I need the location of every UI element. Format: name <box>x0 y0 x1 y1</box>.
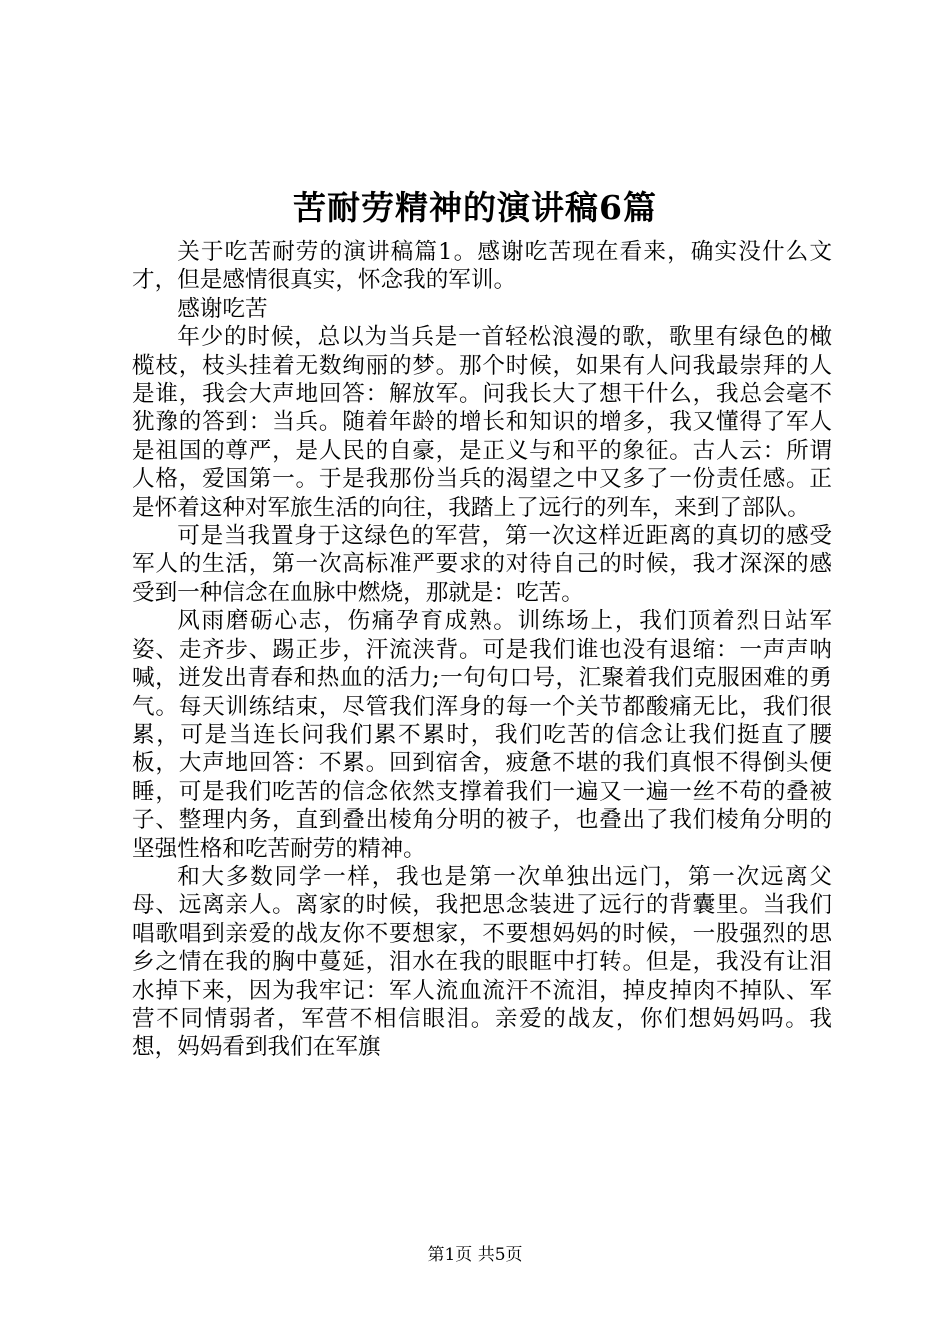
paragraph: 和大多数同学一样，我也是第一次单独出远门，第一次远离父母、远离亲人。离家的时候，我把思念装进了远行的背囊里。当我们唱歌唱到亲爱的战友你不要想家，不要想妈妈的时候，一股强烈的思乡之情在我的胸中蔓延，泪水在我的眼眶中打转。但是，我没有让泪水掉下来，因为我牢记：军人流血流汗不流泪，掉皮掉肉不掉队、军营不同情弱者，军营不相信眼泪。亲爱的战友，你们想妈妈吗。我想，妈妈看到我们在军旗 <box>132 863 832 1061</box>
paragraph: 风雨磨砺心志，伤痛孕育成熟。训练场上，我们顶着烈日站军姿、走齐步、踢正步，汗流浃背。可是我们谁也没有退缩：一声声呐喊，迸发出青春和热血的活力;一句句口号，汇聚着我们克服困难的勇气。每天训练结束，尽管我们浑身的每一个关节都酸痛无比，我们很累，可是当连长问我们累不累时，我们吃苦的信念让我们挺直了腰板，大声地回答：不累。回到宿舍，疲惫不堪的我们真恨不得倒头便睡，可是我们吃苦的信念依然支撑着我们一遍又一遍一丝不苟的叠被子、整理内务，直到叠出棱角分明的被子，也叠出了我们棱角分明的坚强性格和吃苦耐劳的精神。 <box>132 608 832 862</box>
page-footer: 第1页 共5页 <box>427 1245 523 1265</box>
document-body <box>132 238 832 1062</box>
paragraph-subheading: 感谢吃苦 <box>177 295 268 322</box>
paragraph: 可是当我置身于这绿色的军营，第一次这样近距离的真切的感受军人的生活，第一次高标准严要求的对待自己的时候，我才深深的感受到一种信念在血脉中燃烧，那就是：吃苦。 <box>132 523 832 606</box>
document-title: 苦耐劳精神的演讲稿6篇 <box>293 188 657 227</box>
paragraph: 关于吃苦耐劳的演讲稿篇1。感谢吃苦现在看来，确实没什么文才，但是感情很真实，怀念我的军训。 <box>132 239 832 294</box>
paragraph: 年少的时候，总以为当兵是一首轻松浪漫的歌，歌里有绿色的橄榄枝，枝头挂着无数绚丽的梦。那个时候，如果有人问我最崇拜的人是谁，我会大声地回答：解放军。问我长大了想干什么，我总会毫不犹豫的答到：当兵。随着年龄的增长和知识的增多，我又懂得了军人是祖国的尊严，是人民的自豪，是正义与和平的象征。古人云：所谓人格，爱国第一。于是我那份当兵的渴望之中又多了一份责任感。正是怀着这种对军旅生活的向往，我踏上了远行的列车，来到了部队。 <box>132 324 832 521</box>
